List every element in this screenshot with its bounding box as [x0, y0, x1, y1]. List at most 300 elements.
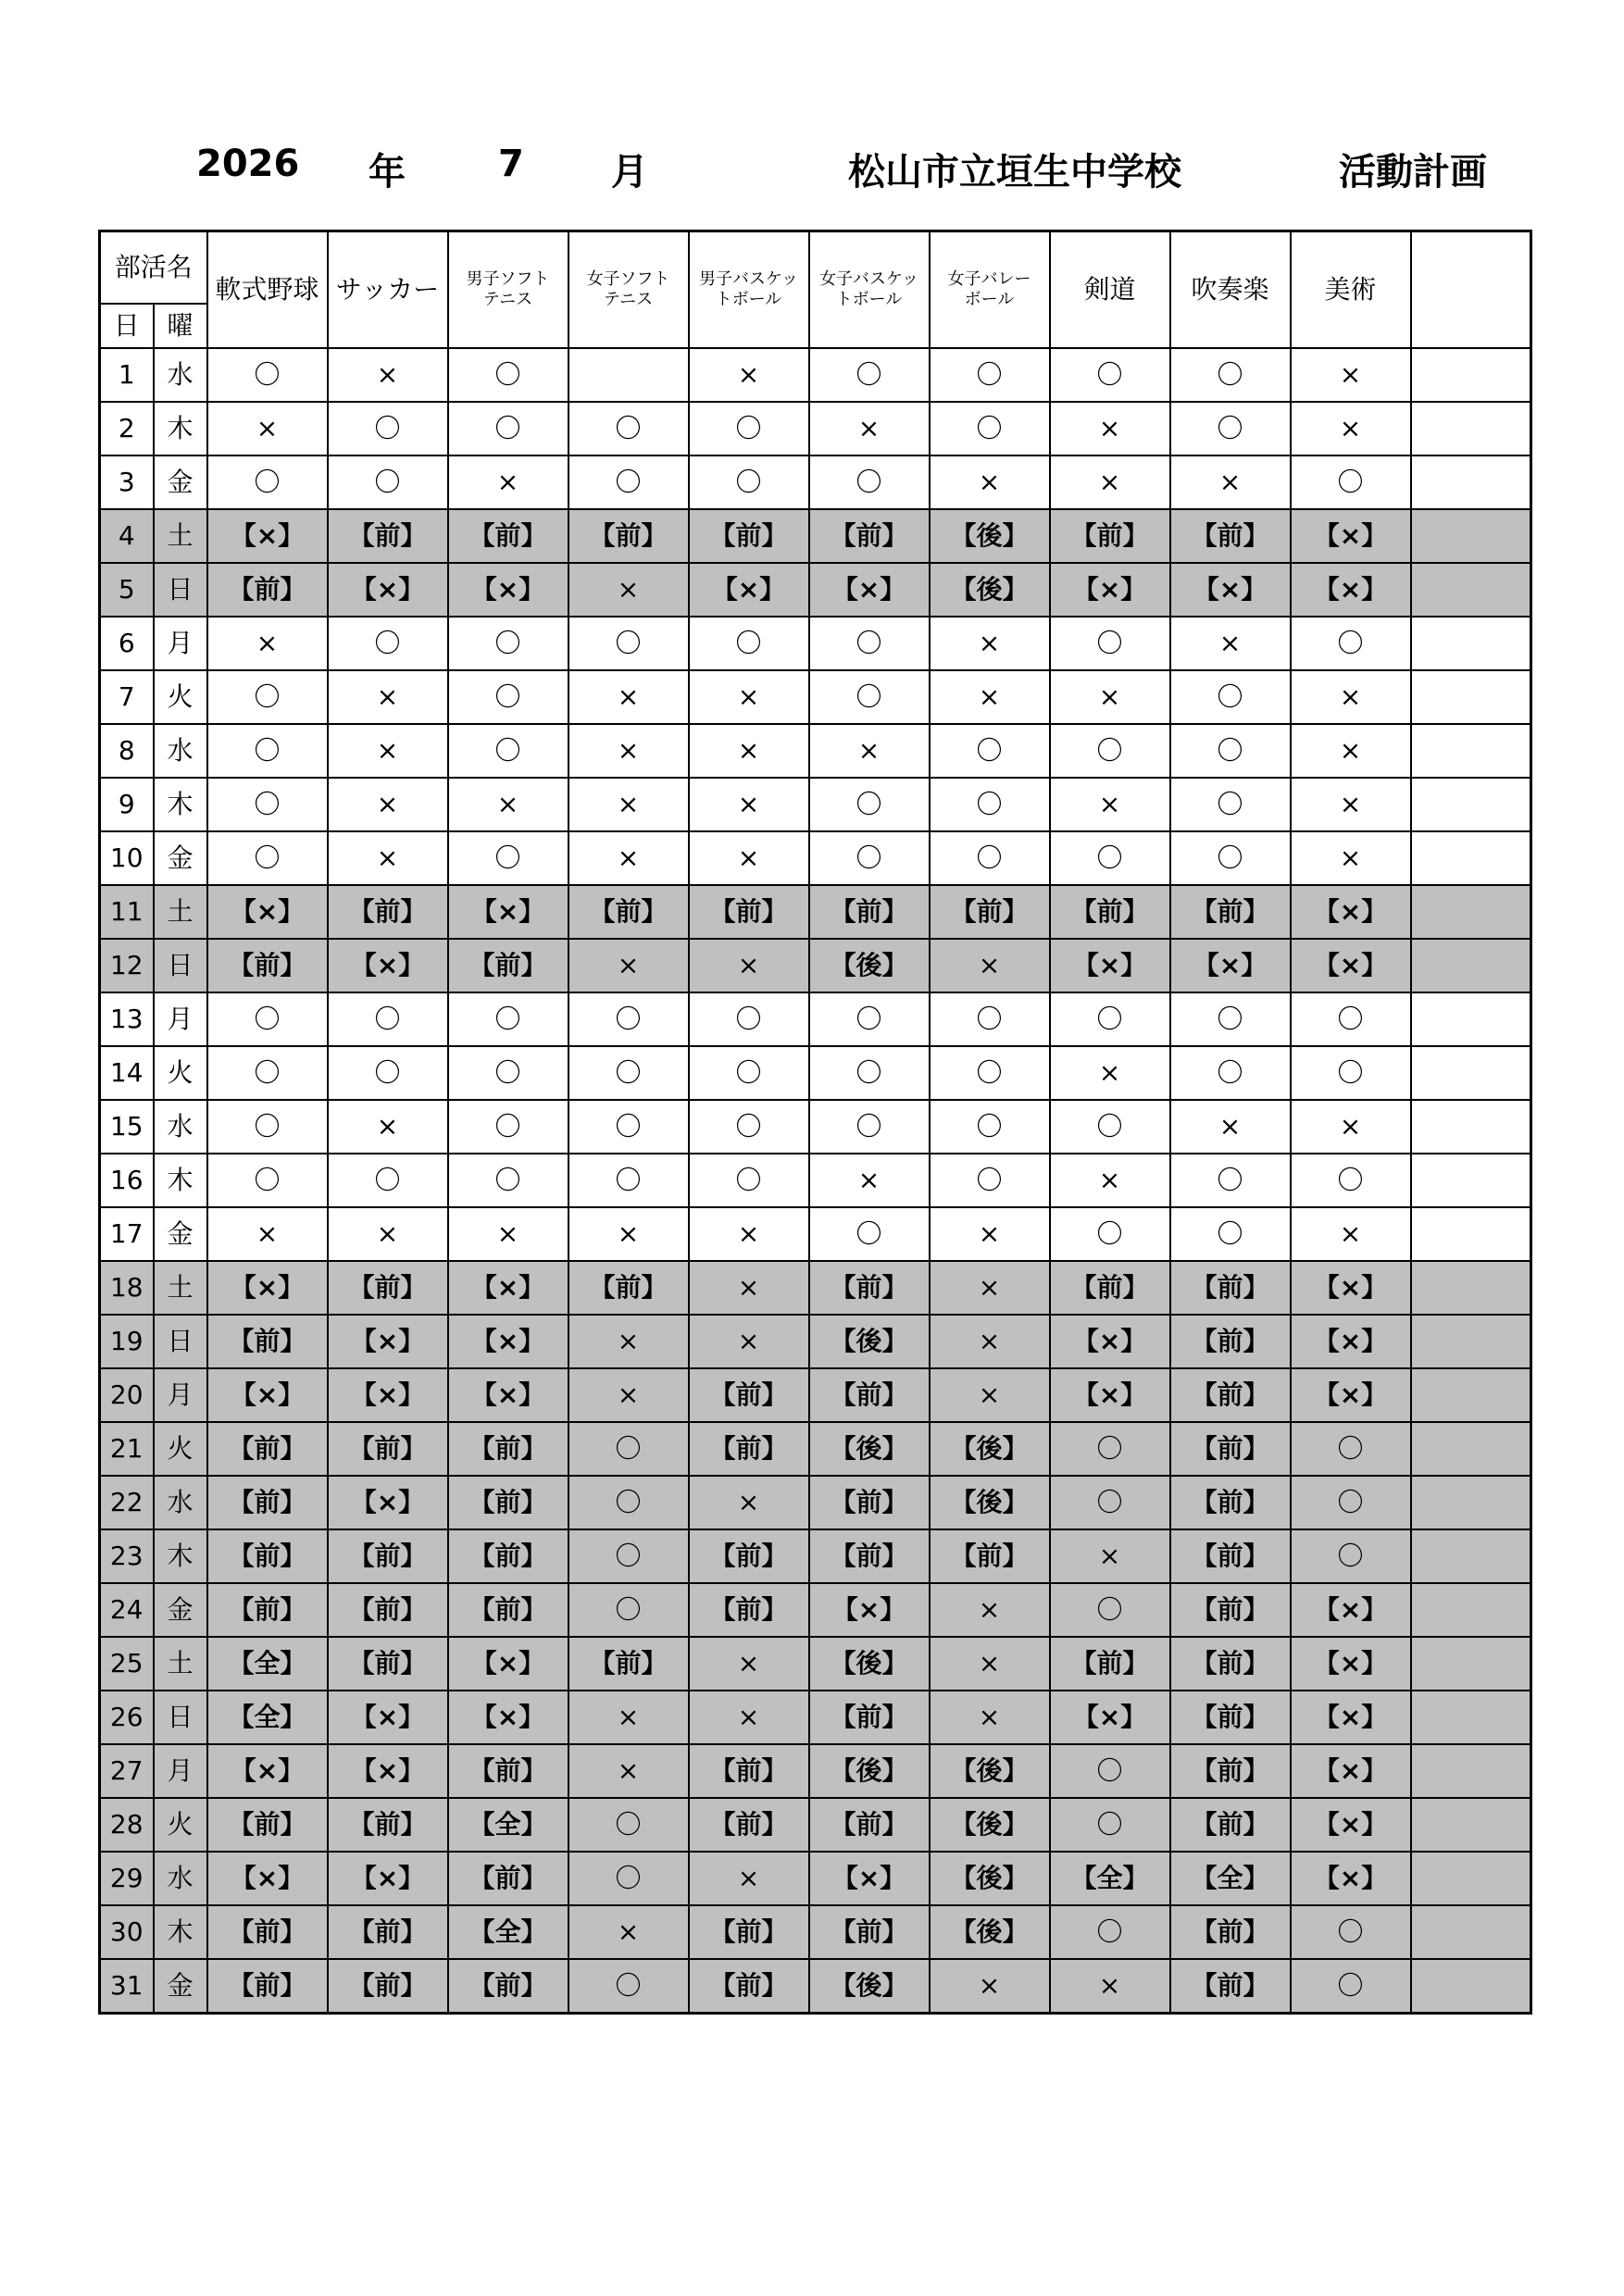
activity-cell: 【前】	[328, 1583, 448, 1637]
activity-cell: 【後】	[930, 1476, 1050, 1529]
activity-cell: ×	[689, 1207, 809, 1261]
activity-cell: 〇	[1291, 1422, 1411, 1476]
activity-cell: 〇	[1291, 1476, 1411, 1529]
activity-cell: 【前】	[328, 1637, 448, 1691]
activity-cell: 〇	[809, 1046, 930, 1100]
activity-cell: 【後】	[809, 1422, 930, 1476]
weekday: 水	[154, 348, 207, 402]
day-number: 30	[100, 1905, 154, 1959]
activity-cell: ×	[207, 402, 328, 455]
activity-cell: 〇	[1050, 1476, 1170, 1529]
activity-cell	[1411, 1798, 1531, 1852]
club-header: 女子ソフト テニス	[568, 231, 689, 349]
weekday: 木	[154, 1905, 207, 1959]
activity-cell: ×	[809, 402, 930, 455]
activity-cell: 〇	[809, 992, 930, 1046]
activity-cell: 〇	[1291, 455, 1411, 509]
activity-cell: ×	[568, 563, 689, 617]
activity-cell: 【×】	[1291, 1368, 1411, 1422]
table-row	[100, 939, 1531, 992]
activity-cell: ×	[930, 1261, 1050, 1315]
activity-cell: ×	[930, 1583, 1050, 1637]
activity-cell: 【×】	[1291, 885, 1411, 939]
table-row	[100, 1691, 1531, 1744]
weekday: 金	[154, 1583, 207, 1637]
activity-cell: 【×】	[328, 1691, 448, 1744]
activity-cell: 〇	[207, 670, 328, 724]
activity-cell: 【前】	[1170, 1691, 1291, 1744]
day-number: 20	[100, 1368, 154, 1422]
activity-cell: 【×】	[328, 1852, 448, 1905]
club-header: 吹奏楽	[1170, 231, 1291, 349]
activity-cell: 【前】	[809, 1261, 930, 1315]
club-header: 剣道	[1050, 231, 1170, 349]
activity-cell	[1411, 1637, 1531, 1691]
activity-cell: 〇	[930, 1046, 1050, 1100]
table-row	[100, 1852, 1531, 1905]
weekday: 木	[154, 1154, 207, 1207]
activity-cell: ×	[689, 1637, 809, 1691]
activity-cell: 〇	[1050, 992, 1170, 1046]
activity-cell: ×	[568, 778, 689, 831]
activity-cell: 〇	[1291, 1154, 1411, 1207]
activity-cell: 【前】	[207, 1422, 328, 1476]
activity-cell: ×	[1291, 1100, 1411, 1154]
activity-cell: 【前】	[689, 1583, 809, 1637]
activity-cell: 【前】	[1170, 1261, 1291, 1315]
activity-cell: 〇	[809, 455, 930, 509]
activity-cell: 【×】	[1050, 1315, 1170, 1368]
weekday: 火	[154, 1798, 207, 1852]
activity-cell: ×	[930, 939, 1050, 992]
table-row	[100, 1207, 1531, 1261]
activity-cell: 〇	[568, 1852, 689, 1905]
activity-cell: 【前】	[689, 1959, 809, 2014]
activity-cell: 〇	[568, 1476, 689, 1529]
activity-cell: 【前】	[809, 1368, 930, 1422]
day-number: 25	[100, 1637, 154, 1691]
activity-cell: ×	[930, 1315, 1050, 1368]
activity-cell: 【×】	[1291, 939, 1411, 992]
activity-cell: ×	[1050, 1529, 1170, 1583]
activity-cell: 〇	[1170, 1154, 1291, 1207]
activity-cell: 〇	[1291, 1959, 1411, 2014]
activity-cell: 〇	[328, 455, 448, 509]
activity-cell: 【前】	[809, 1798, 930, 1852]
weekday: 火	[154, 670, 207, 724]
activity-cell: 【前】	[448, 1476, 568, 1529]
activity-cell	[1411, 885, 1531, 939]
activity-cell: ×	[448, 1207, 568, 1261]
activity-cell: ×	[207, 1207, 328, 1261]
weekday: 水	[154, 724, 207, 778]
day-number: 18	[100, 1261, 154, 1315]
activity-cell: ×	[1291, 831, 1411, 885]
activity-cell: 【×】	[1291, 1261, 1411, 1315]
activity-cell	[1411, 778, 1531, 831]
table-row	[100, 617, 1531, 670]
activity-cell: 【前】	[1170, 509, 1291, 563]
activity-cell: 〇	[207, 778, 328, 831]
day-number: 8	[100, 724, 154, 778]
activity-cell: 〇	[568, 1422, 689, 1476]
activity-cell: ×	[568, 1207, 689, 1261]
activity-cell: 【前】	[448, 1422, 568, 1476]
activity-cell: 〇	[1291, 992, 1411, 1046]
activity-cell: 【前】	[1050, 1637, 1170, 1691]
day-number: 2	[100, 402, 154, 455]
activity-cell: 【前】	[207, 1476, 328, 1529]
activity-cell	[1411, 831, 1531, 885]
activity-cell: 【前】	[568, 885, 689, 939]
weekday-label: 曜	[154, 304, 207, 348]
activity-cell: 〇	[809, 617, 930, 670]
day-number: 13	[100, 992, 154, 1046]
activity-cell: 【前】	[1170, 1476, 1291, 1529]
activity-cell: 〇	[1291, 1905, 1411, 1959]
activity-cell: 〇	[1170, 670, 1291, 724]
activity-cell: ×	[809, 724, 930, 778]
table-row	[100, 402, 1531, 455]
activity-cell: ×	[689, 778, 809, 831]
activity-cell: 【前】	[207, 939, 328, 992]
day-number: 26	[100, 1691, 154, 1744]
weekday: 火	[154, 1046, 207, 1100]
table-row	[100, 831, 1531, 885]
day-number: 29	[100, 1852, 154, 1905]
weekday: 水	[154, 1852, 207, 1905]
activity-cell: ×	[1050, 670, 1170, 724]
activity-cell: ×	[689, 670, 809, 724]
activity-cell: 〇	[207, 724, 328, 778]
activity-cell: 〇	[809, 778, 930, 831]
activity-cell: 【前】	[328, 1905, 448, 1959]
activity-cell: 〇	[930, 778, 1050, 831]
activity-cell: 〇	[1050, 1422, 1170, 1476]
club-header: サッカー	[328, 231, 448, 349]
day-number: 31	[100, 1959, 154, 2014]
table-row	[100, 1905, 1531, 1959]
weekday: 日	[154, 939, 207, 992]
activity-cell: 【前】	[207, 1959, 328, 2014]
activity-cell	[568, 348, 689, 402]
day-number: 11	[100, 885, 154, 939]
activity-cell: ×	[568, 1905, 689, 1959]
school-name: 松山市立垣生中学校	[848, 151, 1181, 193]
activity-cell: 【全】	[207, 1691, 328, 1744]
activity-cell: 【×】	[1291, 1852, 1411, 1905]
activity-cell: 〇	[930, 831, 1050, 885]
activity-plan-table	[98, 230, 1532, 2015]
activity-cell	[1411, 1583, 1531, 1637]
club-header: 男子バスケッ トボール	[689, 231, 809, 349]
activity-cell: 【前】	[1170, 1905, 1291, 1959]
activity-cell: 【×】	[448, 563, 568, 617]
activity-cell: 【前】	[328, 1959, 448, 2014]
activity-cell: 〇	[930, 402, 1050, 455]
day-number: 15	[100, 1100, 154, 1154]
activity-cell: 【前】	[207, 1529, 328, 1583]
table-row	[100, 1529, 1531, 1583]
weekday: 月	[154, 992, 207, 1046]
activity-cell: 【×】	[207, 1852, 328, 1905]
activity-cell: 【前】	[568, 1637, 689, 1691]
day-number: 22	[100, 1476, 154, 1529]
activity-cell: ×	[1050, 778, 1170, 831]
activity-cell: 【前】	[689, 885, 809, 939]
activity-cell: 〇	[448, 348, 568, 402]
activity-cell: 〇	[448, 724, 568, 778]
activity-cell: 【全】	[448, 1798, 568, 1852]
activity-cell: 【前】	[809, 885, 930, 939]
activity-cell: 【前】	[1170, 1583, 1291, 1637]
activity-cell: ×	[930, 1637, 1050, 1691]
table-row	[100, 455, 1531, 509]
activity-cell: ×	[689, 1476, 809, 1529]
activity-cell: 〇	[448, 1100, 568, 1154]
activity-cell: 【×】	[328, 563, 448, 617]
activity-cell: 〇	[1050, 1744, 1170, 1798]
weekday: 木	[154, 1529, 207, 1583]
weekday: 金	[154, 1959, 207, 2014]
activity-cell	[1411, 724, 1531, 778]
activity-cell: 〇	[328, 1154, 448, 1207]
weekday: 月	[154, 617, 207, 670]
activity-cell: 〇	[1170, 724, 1291, 778]
activity-cell: 【×】	[328, 1368, 448, 1422]
activity-cell	[1411, 1852, 1531, 1905]
activity-cell: 〇	[1050, 1905, 1170, 1959]
table-row	[100, 1368, 1531, 1422]
activity-cell: 【前】	[689, 1744, 809, 1798]
day-number: 28	[100, 1798, 154, 1852]
activity-cell	[1411, 1046, 1531, 1100]
activity-cell: 〇	[809, 1100, 930, 1154]
club-header: 女子バスケッ トボール	[809, 231, 930, 349]
activity-cell: ×	[328, 670, 448, 724]
activity-cell: 【前】	[448, 1852, 568, 1905]
activity-cell: ×	[689, 1691, 809, 1744]
activity-cell: 【前】	[1170, 1368, 1291, 1422]
activity-cell: 【前】	[809, 509, 930, 563]
day-number: 7	[100, 670, 154, 724]
activity-cell: 【×】	[809, 1583, 930, 1637]
activity-cell: 〇	[1050, 831, 1170, 885]
activity-cell: 【全】	[1170, 1852, 1291, 1905]
activity-cell: 〇	[1170, 402, 1291, 455]
activity-cell: ×	[1170, 455, 1291, 509]
activity-cell: ×	[930, 1368, 1050, 1422]
activity-cell: 【前】	[448, 1529, 568, 1583]
activity-cell: 【前】	[328, 1529, 448, 1583]
table-row	[100, 1476, 1531, 1529]
activity-cell: 【後】	[930, 1905, 1050, 1959]
table-row	[100, 1315, 1531, 1368]
table-row	[100, 1959, 1531, 2014]
table-row	[100, 1583, 1531, 1637]
activity-cell: 〇	[689, 1046, 809, 1100]
activity-cell: 〇	[1050, 1798, 1170, 1852]
activity-cell: 〇	[448, 1046, 568, 1100]
activity-cell: 【前】	[448, 1583, 568, 1637]
table-row	[100, 1422, 1531, 1476]
table-row	[100, 1100, 1531, 1154]
activity-cell: ×	[689, 724, 809, 778]
activity-cell: ×	[568, 1368, 689, 1422]
activity-cell: 【前】	[689, 1905, 809, 1959]
weekday: 土	[154, 1637, 207, 1691]
activity-cell: ×	[689, 1261, 809, 1315]
activity-cell: 〇	[930, 992, 1050, 1046]
activity-cell: ×	[568, 724, 689, 778]
weekday: 土	[154, 885, 207, 939]
activity-cell	[1411, 1261, 1531, 1315]
activity-cell	[1411, 939, 1531, 992]
activity-cell: 〇	[930, 1100, 1050, 1154]
activity-cell: 【後】	[930, 1422, 1050, 1476]
activity-cell: 【×】	[328, 1744, 448, 1798]
activity-cell: 【×】	[1170, 563, 1291, 617]
activity-cell: 〇	[689, 455, 809, 509]
day-number: 21	[100, 1422, 154, 1476]
activity-cell: 【後】	[809, 1744, 930, 1798]
weekday: 土	[154, 509, 207, 563]
activity-cell: 〇	[1170, 778, 1291, 831]
activity-cell: 〇	[328, 992, 448, 1046]
activity-cell: 〇	[1050, 1207, 1170, 1261]
activity-cell: 〇	[689, 1100, 809, 1154]
activity-cell: 〇	[689, 1154, 809, 1207]
activity-cell: 〇	[568, 1154, 689, 1207]
activity-cell: 【前】	[1050, 509, 1170, 563]
activity-cell: 〇	[1291, 617, 1411, 670]
day-number: 16	[100, 1154, 154, 1207]
activity-cell: 〇	[568, 992, 689, 1046]
activity-cell	[1411, 1744, 1531, 1798]
activity-cell: 〇	[1291, 1046, 1411, 1100]
activity-cell: 〇	[1050, 724, 1170, 778]
activity-cell: 【前】	[1170, 1959, 1291, 2014]
activity-cell: 〇	[328, 617, 448, 670]
activity-cell	[1411, 1315, 1531, 1368]
activity-cell: 【前】	[207, 1583, 328, 1637]
activity-cell: 【後】	[930, 509, 1050, 563]
activity-cell: 【後】	[930, 1798, 1050, 1852]
activity-cell	[1411, 1422, 1531, 1476]
weekday: 木	[154, 778, 207, 831]
table-row	[100, 670, 1531, 724]
activity-cell: ×	[930, 1959, 1050, 2014]
activity-cell: 〇	[1170, 831, 1291, 885]
activity-cell	[1411, 992, 1531, 1046]
activity-cell: 【全】	[1050, 1852, 1170, 1905]
activity-cell: 〇	[448, 1154, 568, 1207]
activity-cell: 【全】	[207, 1637, 328, 1691]
day-number: 12	[100, 939, 154, 992]
activity-cell: 【前】	[809, 1691, 930, 1744]
activity-cell: 【×】	[448, 1368, 568, 1422]
year-unit: 年	[369, 151, 406, 193]
activity-cell: ×	[1291, 670, 1411, 724]
activity-cell: ×	[1050, 402, 1170, 455]
activity-cell: ×	[689, 1852, 809, 1905]
activity-cell: 〇	[448, 992, 568, 1046]
activity-cell: 【前】	[930, 1529, 1050, 1583]
activity-cell	[1411, 1207, 1531, 1261]
activity-cell: ×	[1050, 1959, 1170, 2014]
activity-cell: 〇	[328, 1046, 448, 1100]
activity-cell: 【×】	[1291, 1691, 1411, 1744]
activity-cell: 〇	[568, 1046, 689, 1100]
table-row	[100, 1744, 1531, 1798]
activity-cell: 【前】	[930, 885, 1050, 939]
title-row	[0, 130, 1624, 204]
table-row	[100, 724, 1531, 778]
activity-cell: ×	[328, 724, 448, 778]
activity-cell: 〇	[207, 348, 328, 402]
activity-cell: 〇	[207, 831, 328, 885]
day-number: 19	[100, 1315, 154, 1368]
activity-cell: 〇	[568, 1583, 689, 1637]
activity-cell: 【前】	[568, 1261, 689, 1315]
activity-cell: 【前】	[568, 509, 689, 563]
table-row	[100, 778, 1531, 831]
activity-cell: ×	[930, 455, 1050, 509]
activity-cell: ×	[1291, 1207, 1411, 1261]
activity-cell: 【前】	[1170, 885, 1291, 939]
activity-cell: 【×】	[1291, 1315, 1411, 1368]
activity-cell	[1411, 1154, 1531, 1207]
weekday: 月	[154, 1744, 207, 1798]
activity-cell: ×	[1050, 455, 1170, 509]
activity-cell: ×	[448, 778, 568, 831]
activity-cell: 【後】	[809, 1637, 930, 1691]
activity-cell: 【×】	[207, 1368, 328, 1422]
activity-cell: 〇	[1170, 348, 1291, 402]
activity-cell: 〇	[1170, 1207, 1291, 1261]
activity-cell: ×	[1170, 1100, 1291, 1154]
activity-cell: 〇	[207, 455, 328, 509]
day-number: 3	[100, 455, 154, 509]
table-row	[100, 1798, 1531, 1852]
activity-cell: 【×】	[1050, 1368, 1170, 1422]
activity-cell: ×	[930, 1207, 1050, 1261]
activity-cell: ×	[1291, 724, 1411, 778]
activity-cell: 〇	[930, 1154, 1050, 1207]
activity-cell: ×	[1050, 1046, 1170, 1100]
activity-cell: 〇	[1170, 1046, 1291, 1100]
activity-cell: 〇	[568, 402, 689, 455]
activity-cell: ×	[930, 617, 1050, 670]
activity-cell: 【前】	[689, 1529, 809, 1583]
activity-cell: 〇	[689, 617, 809, 670]
activity-cell: 【前】	[1170, 1315, 1291, 1368]
weekday: 水	[154, 1476, 207, 1529]
weekday: 日	[154, 1315, 207, 1368]
club-header	[1411, 231, 1531, 349]
activity-cell: 【×】	[328, 939, 448, 992]
activity-cell: 【前】	[207, 1905, 328, 1959]
activity-cell: ×	[809, 1154, 930, 1207]
activity-cell: 〇	[328, 402, 448, 455]
activity-cell: 【前】	[448, 509, 568, 563]
activity-cell: 【×】	[1291, 1744, 1411, 1798]
activity-cell: 【×】	[448, 1637, 568, 1691]
activity-cell: 【×】	[328, 1476, 448, 1529]
activity-cell: 【×】	[448, 885, 568, 939]
activity-cell: ×	[207, 617, 328, 670]
activity-cell: 〇	[1291, 1529, 1411, 1583]
